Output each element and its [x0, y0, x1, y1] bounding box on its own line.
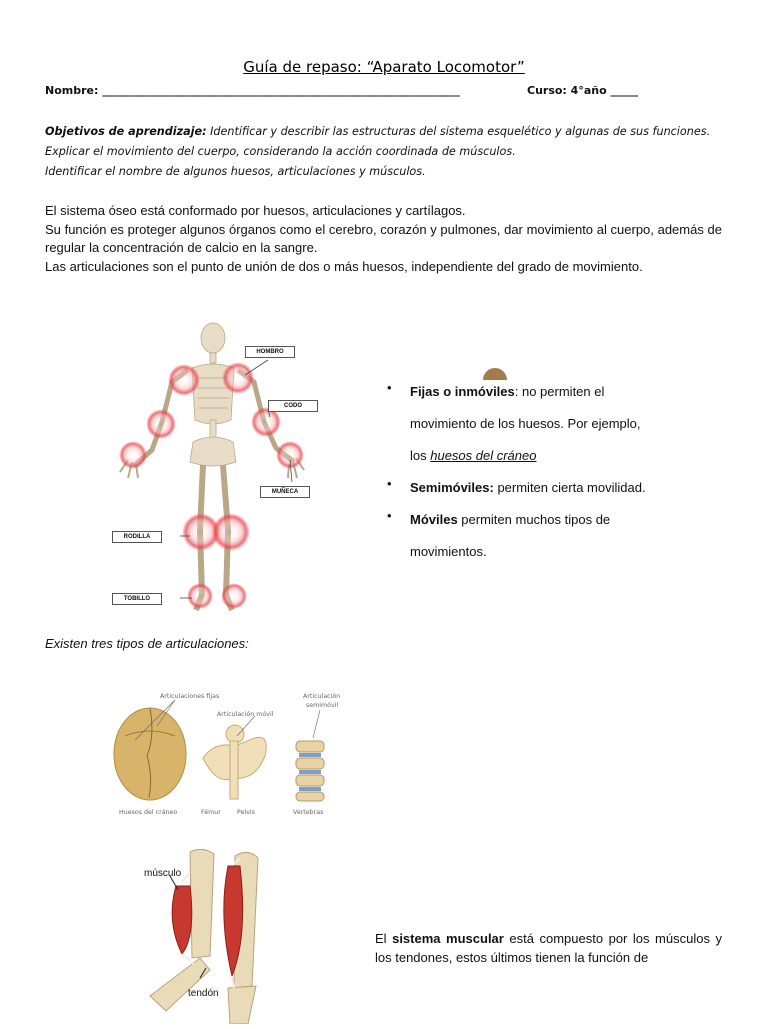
objective-2: Explicar el movimiento del cuerpo, considerando la acción coordinada de músculos. — [45, 145, 516, 158]
label-musculo: músculo — [144, 868, 182, 879]
fijas-title: Fijas o inmóviles — [410, 384, 515, 399]
label-articulacion-movil: Articulación móvil — [217, 711, 274, 718]
skeleton-illustration — [100, 320, 330, 620]
skeleton-figure — [100, 320, 330, 620]
muscular-rest: está compuesto por los músculos y los tendones, estos últimos tienen la función de — [375, 931, 722, 965]
intro-paragraph-3: Las articulaciones son el punto de unión de dos o más huesos, independiente del grado de movimiento. — [45, 258, 643, 274]
label-vertebras: Vértebras — [293, 809, 324, 816]
muscular-system-text — [375, 930, 722, 967]
list-item-fijas — [387, 380, 687, 476]
label-rodilla: RODILLA — [112, 531, 162, 543]
muscular-prefix: El — [375, 931, 393, 946]
label-semimovil-1: Articulación — [303, 693, 341, 700]
list-item-moviles — [387, 508, 687, 572]
articulation-figure — [105, 686, 355, 821]
label-femur: Fémur — [201, 809, 221, 816]
intro-paragraph-2: Su función es proteger algunos órganos como el cerebro, corazón y pulmones, dar movimiento al cuerpo, además de regular la concentración de calcio en la sangre. — [45, 221, 722, 255]
decorative-shape — [483, 368, 507, 380]
articulations-heading: Existen tres tipos de articulaciones: — [45, 636, 249, 651]
bullet-icon: • — [387, 380, 392, 395]
intro-paragraph-1: El sistema óseo está conformado por huesos, articulaciones y cartílagos. — [45, 203, 466, 218]
objective-1: Identificar y describir las estructuras del sistema esquelético y algunas de sus funciones. — [206, 125, 711, 138]
semi-text: permiten cierta movilidad. — [493, 480, 646, 495]
joint-types-list — [387, 380, 687, 572]
objectives-label: Objetivos de aprendizaje: — [45, 125, 207, 138]
bullet-icon: • — [387, 508, 392, 523]
semi-title: Semimóviles: — [410, 480, 494, 495]
label-pelvis: Pelvis — [237, 809, 255, 816]
fijas-line-2: movimiento de los huesos. Por ejemplo, — [410, 416, 641, 431]
label-huesos-craneo: Huesos del cráneo — [119, 809, 178, 816]
objective-3: Identificar el nombre de algunos huesos, articulaciones y músculos. — [45, 165, 426, 178]
moviles-title: Móviles — [410, 512, 458, 527]
muscular-bold: sistema muscular — [392, 931, 504, 946]
list-item-semimoviles — [387, 476, 687, 508]
label-muneca: MUÑECA — [260, 486, 310, 498]
label-codo: CODO — [268, 400, 318, 412]
label-hombro: HOMBRO — [245, 346, 295, 358]
objectives — [45, 122, 735, 182]
label-articulaciones-fijas: Articulaciones fijas — [160, 693, 220, 700]
moviles-text: permiten muchos tipos de — [457, 512, 611, 527]
bullet-icon: • — [387, 476, 392, 491]
craneo-link[interactable]: huesos del cráneo — [430, 448, 537, 463]
muscle-illustration — [130, 846, 290, 1024]
name-row — [45, 84, 725, 97]
label-tendon: tendón — [188, 988, 219, 999]
fijas-line-3-prefix: los — [410, 448, 431, 463]
articulation-illustration — [105, 686, 355, 821]
nombre-field[interactable]: Nombre: _________________________________________________________________ — [45, 84, 460, 97]
intro-text — [45, 202, 722, 276]
page-title: Guía de repaso: “Aparato Locomotor” — [243, 58, 525, 76]
label-tobillo: TOBILLO — [112, 593, 162, 605]
muscle-figure — [130, 846, 290, 1024]
label-semimovil-2: semimóvil — [306, 702, 339, 709]
fijas-text: : no permiten el — [514, 384, 605, 399]
moviles-line-2: movimientos. — [410, 544, 487, 559]
curso-field[interactable]: Curso: 4°año _____ — [527, 84, 638, 97]
